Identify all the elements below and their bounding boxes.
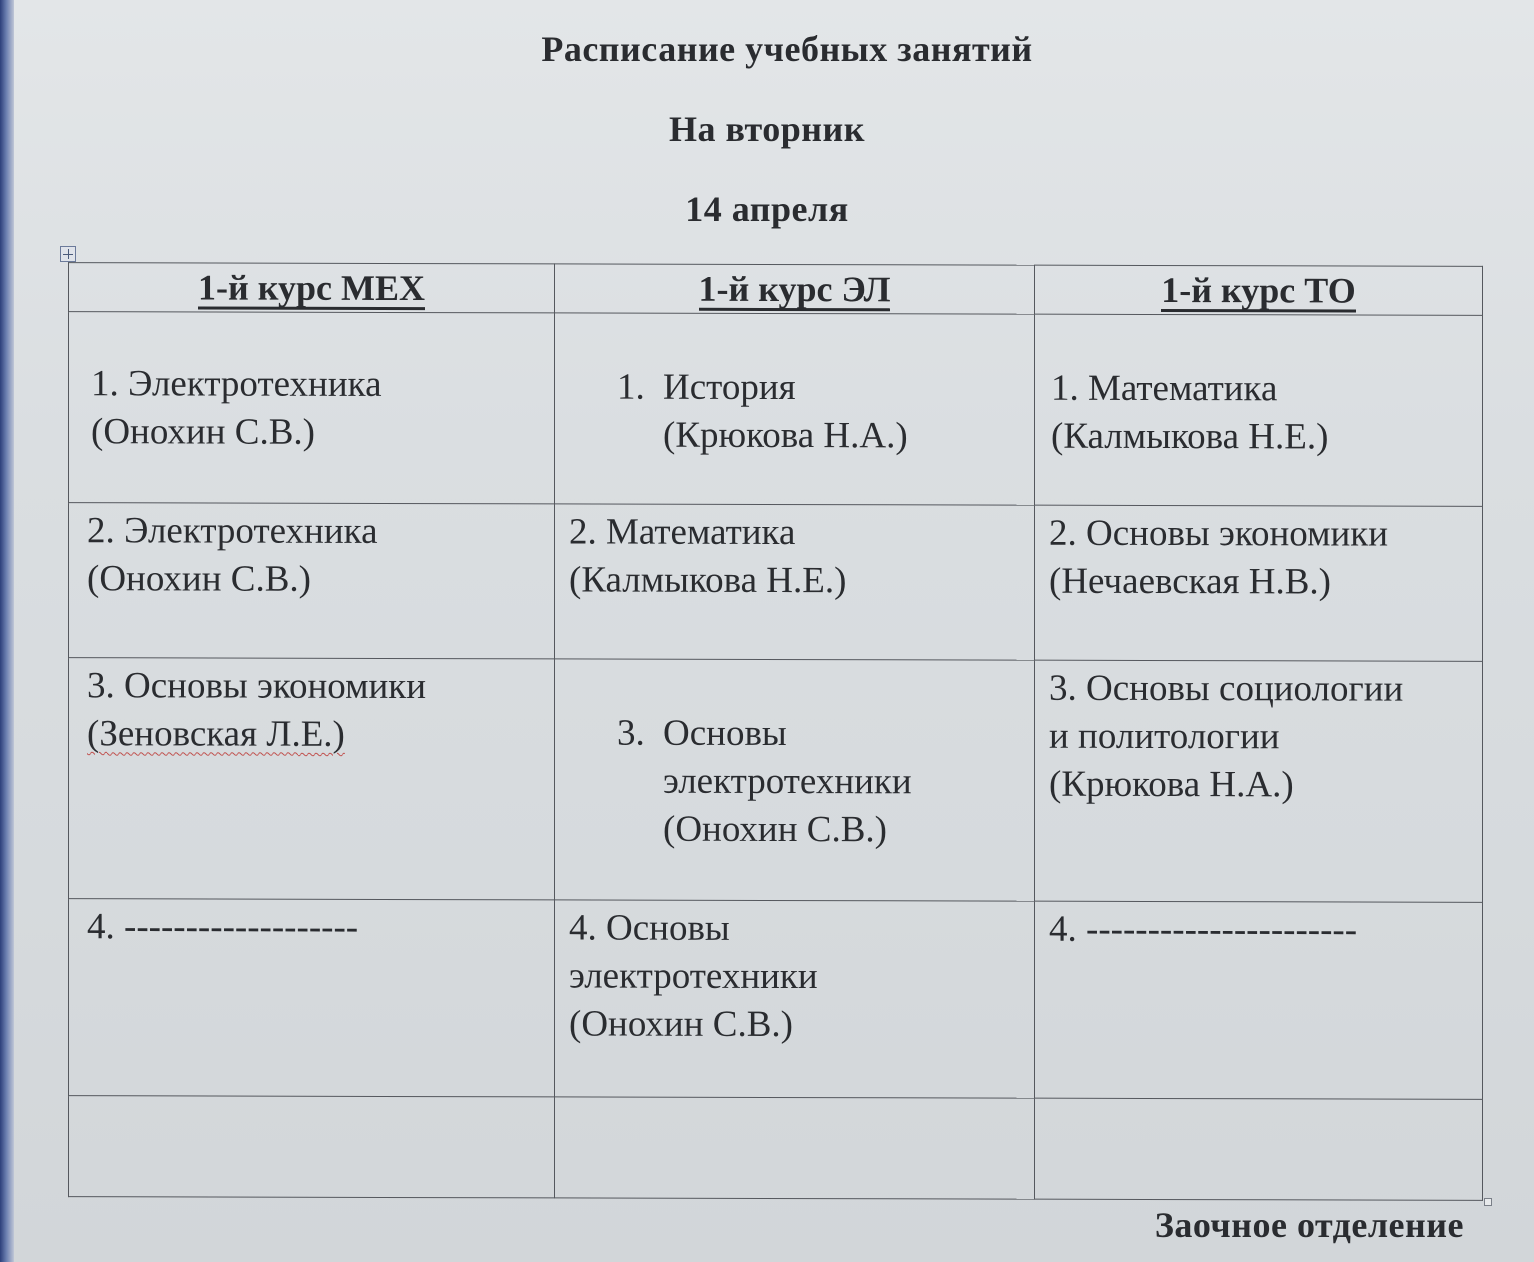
department-label: Заочное отделение	[1154, 1205, 1464, 1245]
document-date: 14 апреля	[685, 189, 849, 229]
table-cell[interactable]: 2. Математика (Калмыкова Н.Е.)	[555, 504, 1035, 660]
table-cell-empty[interactable]	[1035, 1098, 1483, 1200]
document-title: Расписание учебных занятий	[541, 29, 1033, 69]
table-cell[interactable]: 3. Основы социологии и политологии (Крюкова Н.А.)	[1035, 660, 1483, 902]
table-cell[interactable]: 4. -------------------	[69, 899, 555, 1097]
table-cell[interactable]: 2. Электротехника (Онохин С.В.)	[69, 503, 555, 659]
table-cell-empty[interactable]	[69, 1096, 555, 1198]
header-el: 1-й курс ЭЛ	[555, 264, 1035, 314]
table-cell[interactable]: 3. Основы электротехники (Онохин С.В.)	[555, 659, 1035, 901]
table-row	[69, 658, 1483, 903]
table-cell[interactable]: 1. Математика (Калмыкова Н.Е.)	[1035, 314, 1483, 506]
table-cell[interactable]: 4. ----------------------	[1035, 901, 1483, 1099]
header-mex: 1-й курс МЕХ	[69, 263, 555, 313]
table-cell[interactable]: 1. История (Крюкова Н.А.)	[555, 313, 1035, 505]
table-cell[interactable]: 1. Электротехника (Онохин С.В.)	[69, 312, 555, 504]
table-row	[69, 503, 1483, 662]
table-header-row	[69, 263, 1483, 316]
table-cell[interactable]: 2. Основы экономики (Нечаевская Н.В.)	[1035, 505, 1483, 661]
table-cell-empty[interactable]	[555, 1097, 1035, 1199]
table-row	[69, 899, 1483, 1100]
schedule-table	[68, 262, 1483, 1201]
table-row	[69, 1096, 1483, 1201]
table-resize-handle-icon[interactable]	[1484, 1198, 1492, 1206]
table-cell[interactable]: 4. Основы электротехники (Онохин С.В.)	[555, 900, 1035, 1098]
header-to: 1-й курс ТО	[1035, 265, 1483, 315]
table-row	[69, 312, 1483, 507]
table-cell[interactable]: 3. Основы экономики (Зеновская Л.Е.)	[69, 658, 555, 900]
table-move-handle-icon[interactable]	[60, 246, 76, 262]
document-day: На вторник	[668, 109, 865, 149]
